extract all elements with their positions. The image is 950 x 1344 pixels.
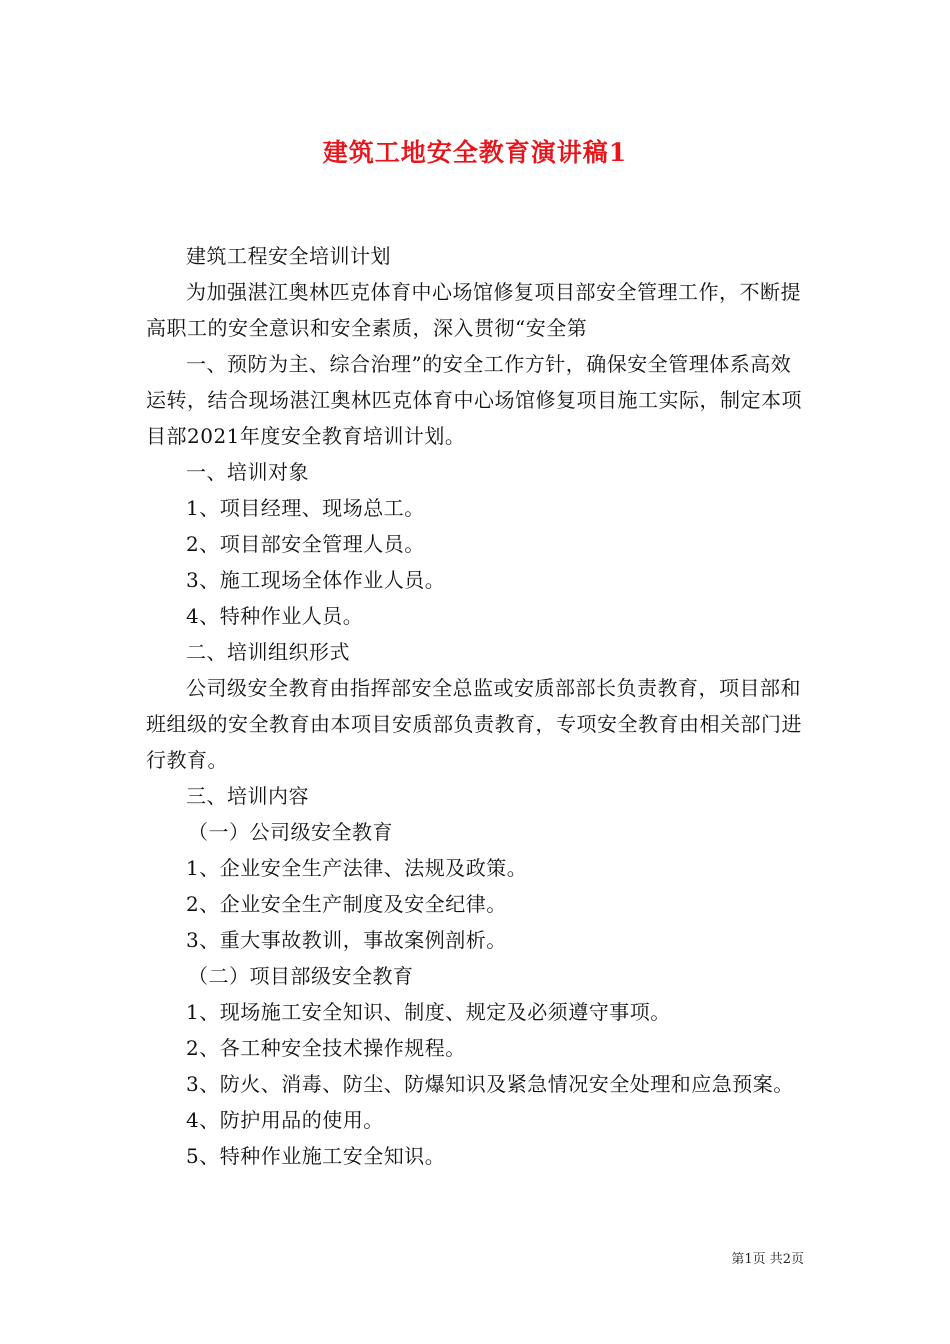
list-item: 4、防护用品的使用。: [186, 1108, 384, 1132]
list-item: 1、现场施工安全知识、制度、规定及必须遵守事项。: [186, 1000, 671, 1024]
list-item: 2、各工种安全技术操作规程。: [186, 1036, 466, 1060]
list-item: 2、企业安全生产制度及安全纪律。: [186, 892, 507, 916]
document-body: [146, 238, 810, 1174]
section-heading: 三、培训内容: [186, 784, 309, 808]
subsection-heading: （二）项目部级安全教育: [188, 964, 414, 988]
paragraph: 为加强湛江奥林匹克体育中心场馆修复项目部安全管理工作，不断提高职工的安全意识和安全素质，深入贯彻“安全第: [146, 280, 801, 340]
list-item: 3、防火、消毒、防尘、防爆知识及紧急情况安全处理和应急预案。: [186, 1072, 794, 1096]
section-heading: 一、培训对象: [186, 460, 309, 484]
list-item: 1、项目经理、现场总工。: [186, 496, 425, 520]
list-item: 2、项目部安全管理人员。: [186, 532, 425, 556]
page-number-footer: 第1页 共2页: [731, 1252, 804, 1267]
list-item: 1、企业安全生产法律、法规及政策。: [186, 856, 528, 880]
list-item: 4、特种作业人员。: [186, 604, 364, 628]
paragraph: 公司级安全教育由指挥部安全总监或安质部部长负责教育，项目部和班组级的安全教育由本项目安质部负责教育，专项安全教育由相关部门进行教育。: [146, 676, 802, 772]
list-item: 5、特种作业施工安全知识。: [186, 1144, 446, 1168]
list-item: 3、重大事故教训，事故案例剖析。: [186, 928, 507, 952]
paragraph: 建筑工程安全培训计划: [186, 244, 391, 268]
list-item: 3、施工现场全体作业人员。: [186, 568, 446, 592]
document-title: 建筑工地安全教育演讲稿1: [322, 138, 628, 167]
section-heading: 二、培训组织形式: [186, 640, 350, 664]
paragraph: 一、预防为主、综合治理”的安全工作方针，确保安全管理体系高效运转，结合现场湛江奥林匹克体育中心场馆修复项目施工实际，制定本项目部2021年度安全教育培训计划。: [146, 352, 802, 448]
subsection-heading: （一）公司级安全教育: [188, 820, 393, 844]
